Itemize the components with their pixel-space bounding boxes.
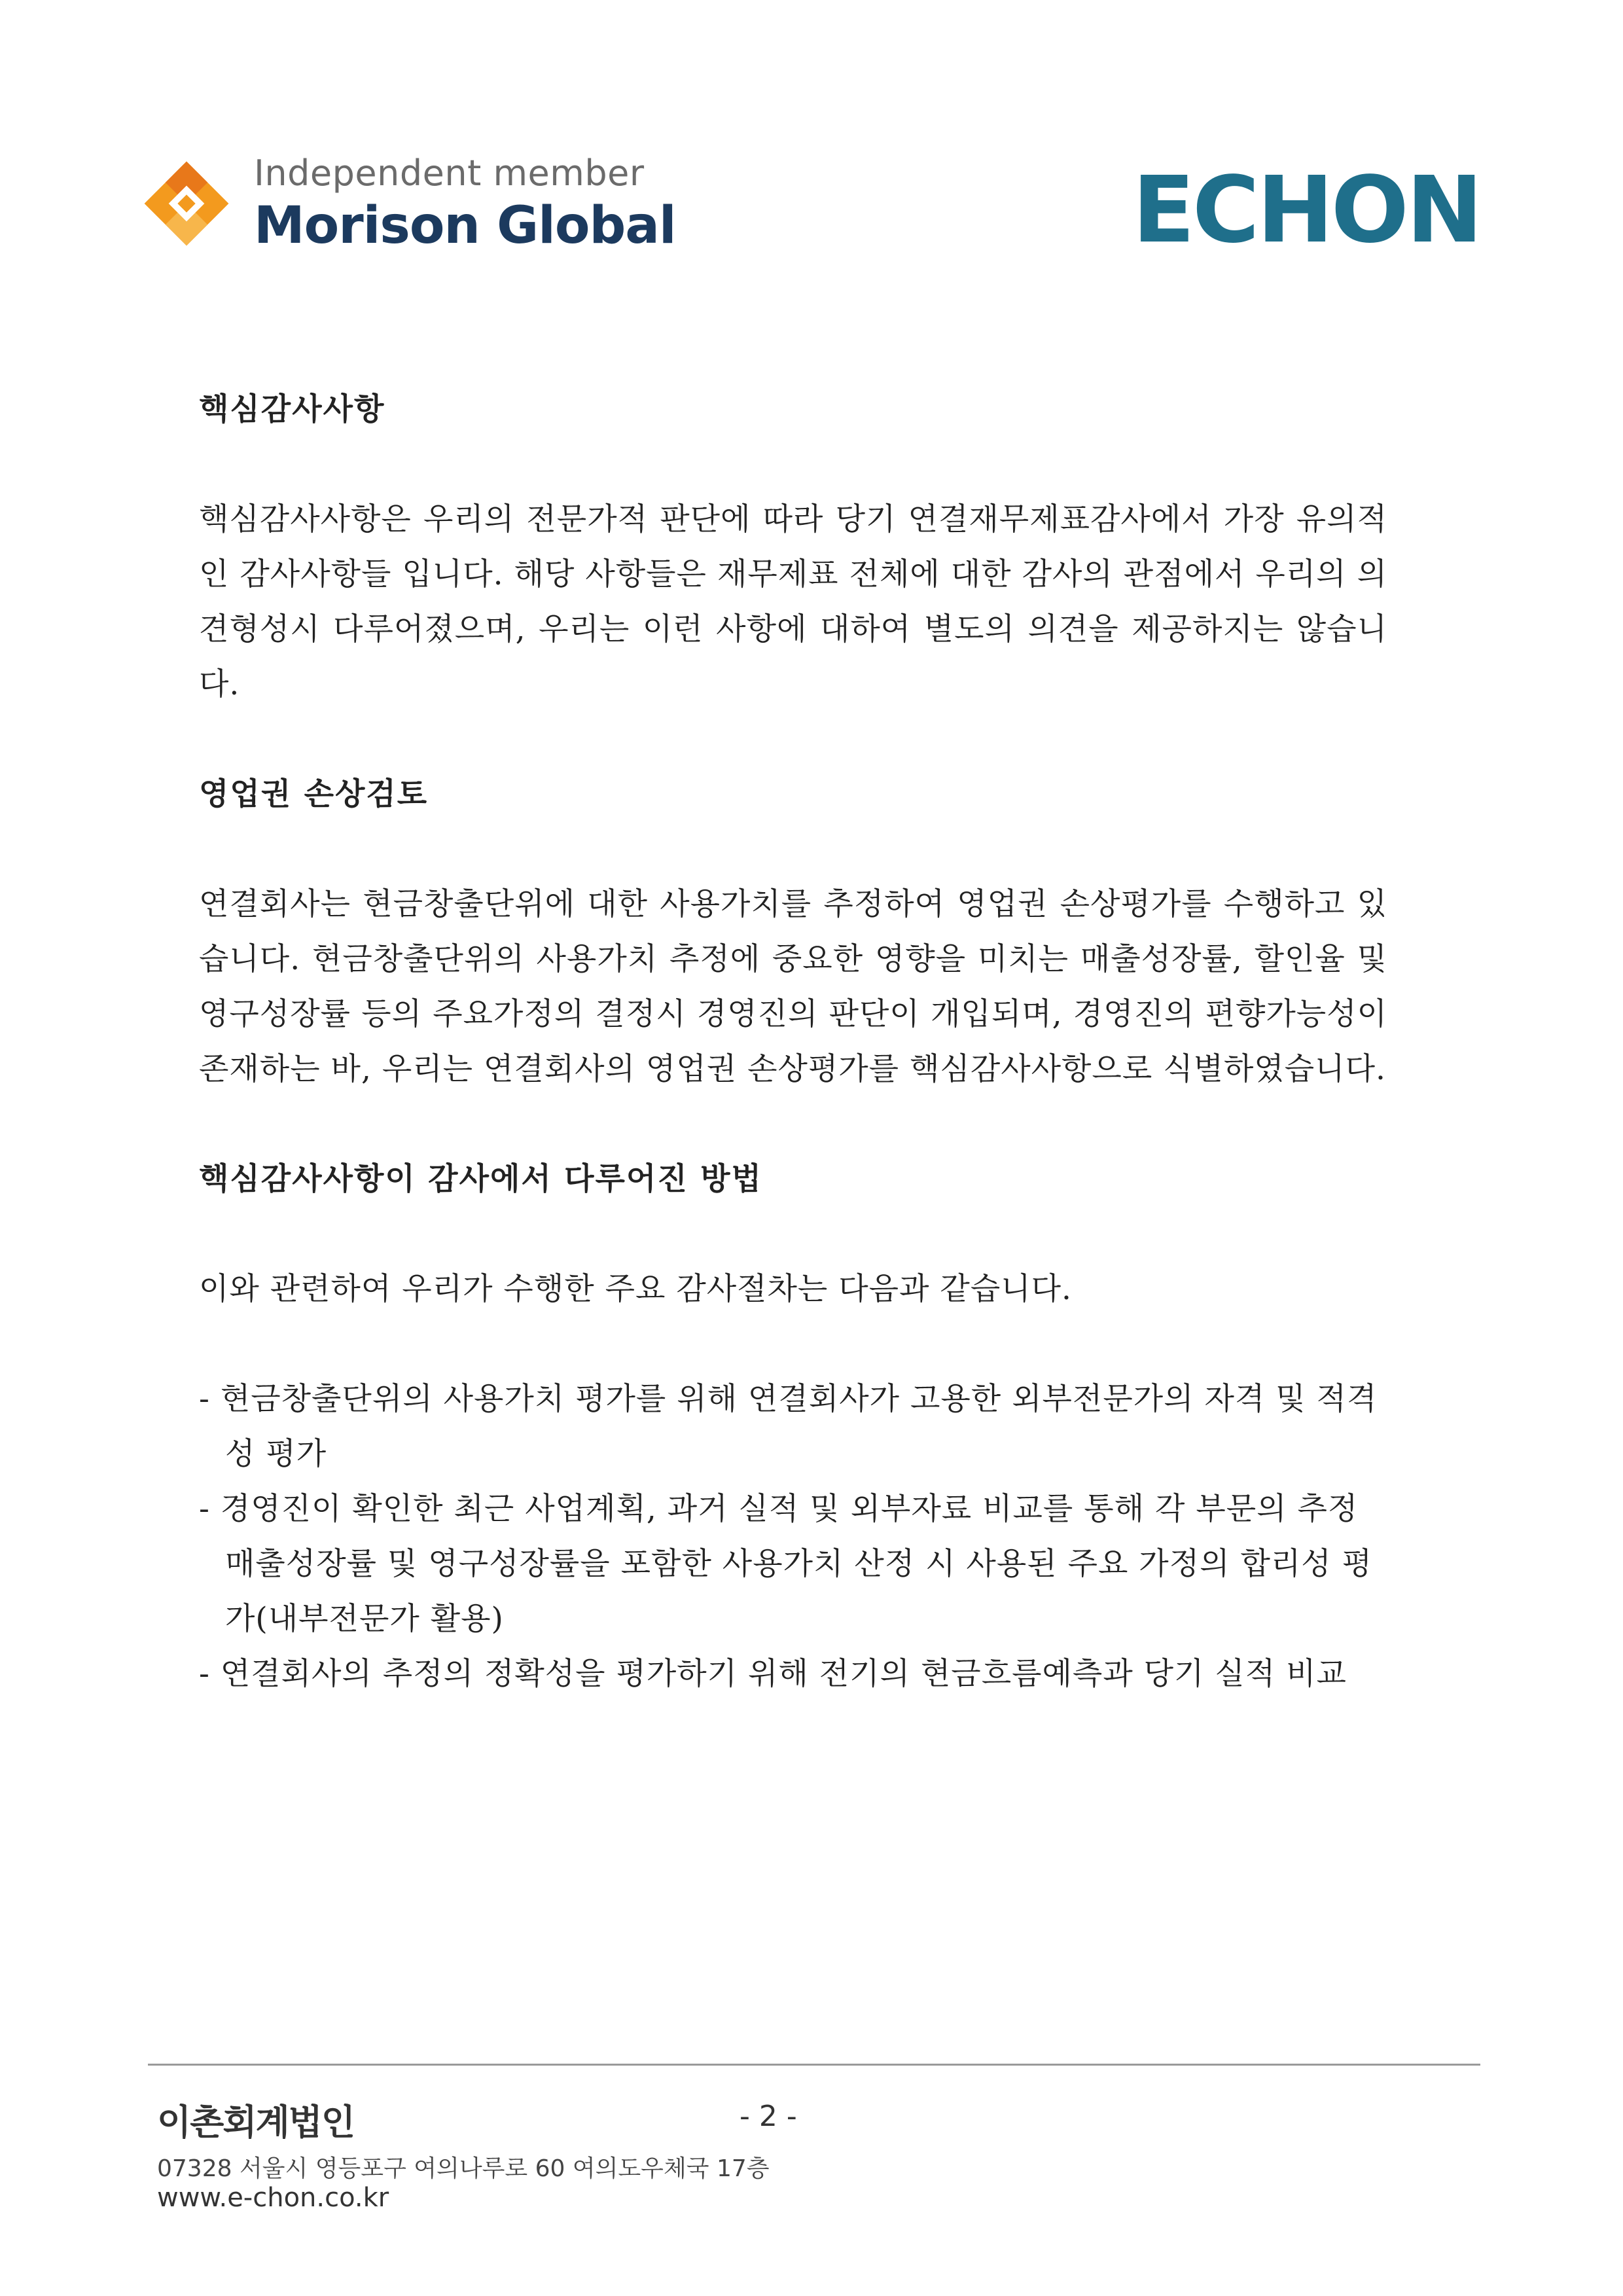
morison-diamond-logo-icon xyxy=(141,158,232,249)
page-number: - 2 - xyxy=(740,2100,797,2133)
list-item: - 연결회사의 추정의 정확성을 평가하기 위해 전기의 현금흐름예측과 당기 실적 비교 xyxy=(199,1656,1347,1692)
footer-address: 07328 서울시 영등포구 여의나루로 60 여의도우체국 17층 xyxy=(157,2155,770,2182)
section-title-goodwill-impairment: 영업권 손상검토 xyxy=(199,776,429,812)
audit-procedures-list xyxy=(199,1372,1387,1702)
document-body xyxy=(199,382,1387,1702)
footer-firm-name: 이촌회계법인 xyxy=(157,2102,354,2143)
paragraph-audit-approach-intro: 이와 관련하여 우리가 수행한 주요 감사절차는 다음과 같습니다. xyxy=(199,1271,1072,1307)
echon-logo: ECHON xyxy=(1132,157,1480,264)
list-item: - 현금창출단위의 사용가치 평가를 위해 연결회사가 고용한 외부전문가의 자격 및 적격성 평가 xyxy=(199,1381,1378,1472)
morison-brand: Morison Global xyxy=(254,196,676,255)
footer-website: www.e-chon.co.kr xyxy=(157,2183,389,2213)
section-title-key-audit-matters: 핵심감사사항 xyxy=(199,391,385,427)
morison-global-logo xyxy=(141,152,676,255)
paragraph-goodwill-impairment: 연결회사는 현금창출단위에 대한 사용가치를 추정하여 영업권 손상평가를 수행하고 있습니다. 현금창출단위의 사용가치 추정에 중요한 영향을 미치는 매출성장률, 할인율 및 영구성장률 등의 주요가정의 결정시 경영진의 판단이 개입되며, 경영진의 편향가능성이 존재하는 바, 우리는 연결회사의 영업권 손상평가를 핵심감사사항으로 식별하였습니다. xyxy=(199,886,1387,1087)
footer-divider xyxy=(148,2064,1480,2066)
paragraph-key-audit-matters: 핵심감사사항은 우리의 전문가적 판단에 따라 당기 연결재무제표감사에서 가장 유의적인 감사사항들 입니다. 해당 사항들은 재무제표 전체에 대한 감사의 관점에서 우리의 의견형성시 다루어졌으며, 우리는 이런 사항에 대하여 별도의 의견을 제공하지는 않습니다. xyxy=(199,501,1387,702)
section-title-audit-approach: 핵심감사사항이 감사에서 다루어진 방법 xyxy=(199,1161,762,1197)
morison-tagline: Independent member xyxy=(254,152,645,194)
list-item: - 경영진이 확인한 최근 사업계획, 과거 실적 및 외부자료 비교를 통해 각 부문의 추정 매출성장률 및 영구성장률을 포함한 사용가치 산정 시 사용된 주요 가정의 합리성 평가(내부전문가 활용) xyxy=(199,1491,1373,1637)
